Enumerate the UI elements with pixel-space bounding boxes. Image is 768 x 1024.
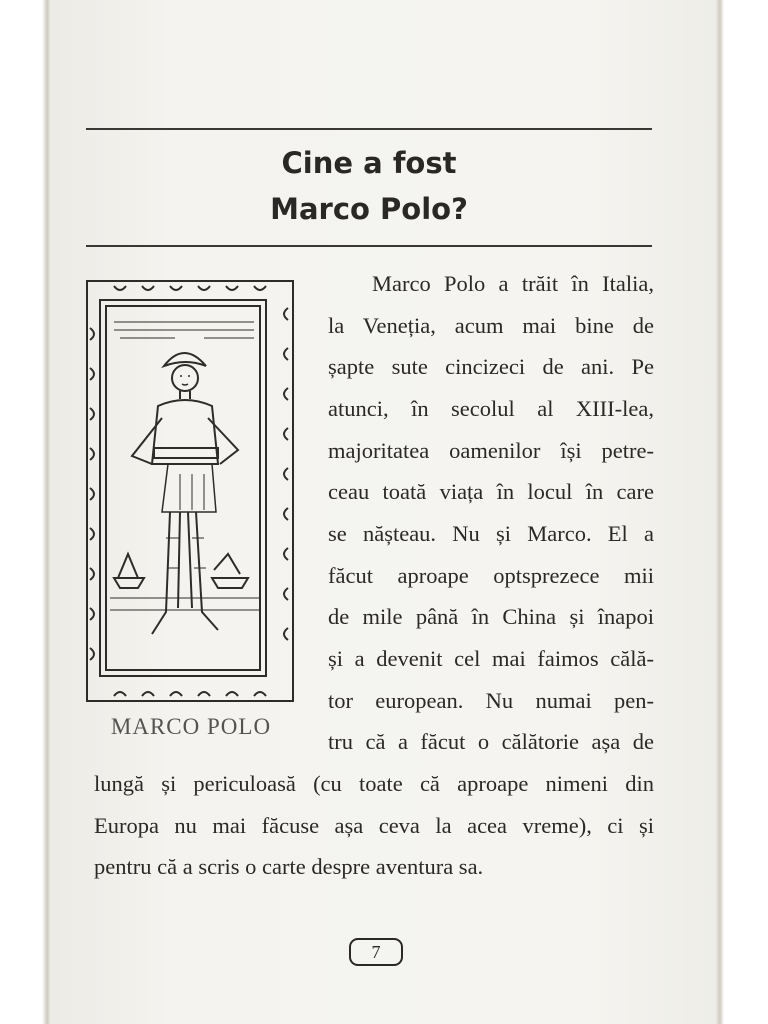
page-edge-left — [0, 0, 50, 1024]
title-rule-top — [86, 128, 652, 130]
chapter-title — [86, 140, 652, 232]
body-text-line: ceau toată viața în locul în care — [328, 479, 654, 504]
chapter-title-line-1: Cine a fost — [281, 146, 457, 180]
body-text-line: tru că a făcut o călătorie așa de — [328, 729, 654, 754]
body-text-line: majoritatea oamenilor își petre- — [328, 438, 654, 463]
body-text-line: Marco Polo a trăit în Italia, — [372, 271, 654, 296]
title-rule-bottom — [86, 245, 652, 247]
body-text-line: se nășteau. Nu și Marco. El a — [328, 521, 654, 546]
body-text-line: la Veneția, acum mai bine de — [328, 313, 654, 338]
body-text-line: Europa nu mai făcuse așa ceva la acea vreme), ci și — [94, 813, 654, 838]
page-edge-right — [716, 0, 768, 1024]
body-text-line: pentru că a scris o carte despre aventura sa. — [94, 854, 484, 879]
body-text-line: tor european. Nu numai pen- — [328, 688, 654, 713]
body-text-line: lungă și periculoasă (cu toate că aproape nimeni din — [94, 771, 654, 796]
body-text-line: și a devenit cel mai faimos călă- — [328, 646, 654, 671]
page-number: 7 — [349, 938, 403, 966]
illustration-caption: MARCO POLO — [110, 714, 272, 739]
body-text-line: de mile până în China și înapoi — [328, 604, 654, 629]
marco-polo-portrait-stamp-icon — [84, 278, 298, 708]
chapter-title-line-2: Marco Polo? — [270, 192, 468, 226]
body-text-line: șapte sute cincizeci de ani. Pe — [328, 354, 654, 379]
body-text-line: făcut aproape optsprezece mii — [328, 563, 654, 588]
body-text-line: atunci, în secolul al XIII-lea, — [328, 396, 654, 421]
